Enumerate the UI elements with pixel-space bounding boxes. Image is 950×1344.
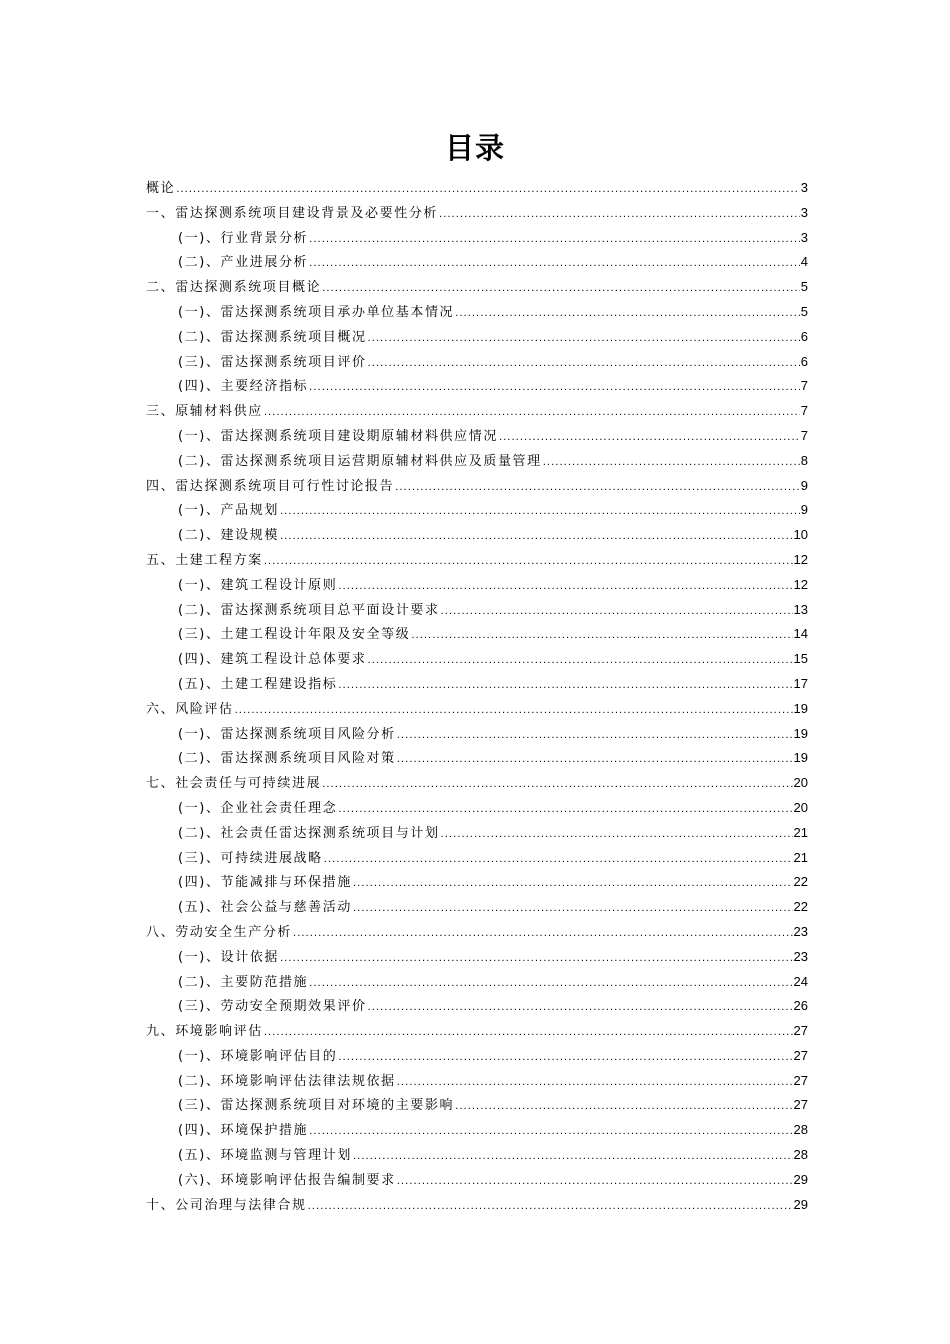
toc-section-entry[interactable] <box>146 201 808 226</box>
toc-page-number: 24 <box>793 973 808 989</box>
toc-page-number: 10 <box>793 527 808 543</box>
toc-subsection-entry[interactable] <box>146 1118 808 1143</box>
toc-section-entry[interactable] <box>146 176 808 201</box>
toc-entry-title: 九、环境影响评估 <box>146 1024 263 1040</box>
toc-subsection-entry[interactable] <box>146 870 808 895</box>
toc-title: 目录 <box>444 131 505 165</box>
toc-entry-title: (五)、社会公益与慈善活动 <box>178 900 352 916</box>
toc-dot-leader <box>264 1021 793 1046</box>
toc-page-number: 6 <box>800 353 808 369</box>
toc-subsection-entry[interactable] <box>146 1168 808 1193</box>
toc-subsection-entry[interactable] <box>146 722 808 747</box>
toc-dot-leader <box>411 624 792 649</box>
toc-entry-title: (四)、节能减排与环保措施 <box>178 875 352 891</box>
toc-dot-leader <box>397 748 793 773</box>
toc-dot-leader <box>397 1170 793 1195</box>
toc-page-number: 21 <box>793 849 808 865</box>
toc-subsection-entry[interactable] <box>146 672 808 697</box>
toc-entry-title: (三)、可持续进展战略 <box>178 850 323 866</box>
toc-dot-leader <box>397 1071 793 1096</box>
toc-section-entry[interactable] <box>146 697 808 722</box>
toc-page-number: 15 <box>793 651 808 667</box>
toc-entry-title: 三、原辅材料供应 <box>146 404 263 420</box>
toc-subsection-entry[interactable] <box>146 821 808 846</box>
toc-dot-leader <box>235 699 793 724</box>
toc-page-number: 3 <box>800 180 808 195</box>
toc-entry-title: (五)、土建工程建设指标 <box>178 676 338 692</box>
toc-page-number: 4 <box>800 254 808 270</box>
toc-dot-leader <box>368 996 793 1021</box>
toc-page-number: 9 <box>800 502 808 518</box>
toc-page-number: 3 <box>800 204 808 220</box>
toc-page-number: 22 <box>793 899 808 915</box>
toc-entry-title: (三)、土建工程设计年限及安全等级 <box>178 627 411 643</box>
toc-subsection-entry[interactable] <box>146 647 808 672</box>
toc-entry-title: 十、公司治理与法律合规 <box>146 1197 307 1213</box>
toc-page-number: 29 <box>793 1171 808 1187</box>
toc-subsection-entry[interactable] <box>146 350 808 375</box>
toc-page-number: 27 <box>793 1097 808 1113</box>
toc-subsection-entry[interactable] <box>146 300 808 325</box>
toc-page-number: 17 <box>793 675 808 691</box>
toc-entry-title: (二)、产业进展分析 <box>178 255 309 271</box>
toc-page-number: 27 <box>793 1072 808 1088</box>
toc-dot-leader <box>543 451 800 476</box>
toc-section-entry[interactable] <box>146 399 808 424</box>
toc-page-number: 23 <box>793 948 808 964</box>
toc-page-number: 26 <box>793 998 808 1014</box>
toc-entry-title: 二、雷达探测系统项目概论 <box>146 280 322 296</box>
toc-dot-leader <box>338 798 792 823</box>
toc-page-number: 13 <box>793 601 808 617</box>
toc-dot-leader <box>280 500 800 525</box>
toc-entry-title: (一)、雷达探测系统项目建设期原辅材料供应情况 <box>178 428 498 444</box>
toc-page-number: 5 <box>800 303 808 319</box>
toc-entry-title: (一)、设计依据 <box>178 949 279 965</box>
toc-page-number: 5 <box>800 279 808 295</box>
toc-subsection-entry[interactable] <box>146 598 808 623</box>
toc-page-number: 12 <box>793 551 808 567</box>
toc-page-number: 20 <box>793 775 808 791</box>
toc-section-entry[interactable] <box>146 771 808 796</box>
toc-entry-title: (三)、雷达探测系统项目对环境的主要影响 <box>178 1098 455 1114</box>
toc-dot-leader <box>293 922 793 947</box>
toc-subsection-entry[interactable] <box>146 796 808 821</box>
toc-entry-title: 四、雷达探测系统项目可行性讨论报告 <box>146 478 395 494</box>
toc-entry-title: (二)、雷达探测系统项目总平面设计要求 <box>178 602 440 618</box>
toc-dot-leader <box>338 674 792 699</box>
toc-dot-leader <box>338 575 792 600</box>
toc-entry-title: (一)、环境影响评估目的 <box>178 1048 338 1064</box>
toc-subsection-entry[interactable] <box>146 573 808 598</box>
toc-page-number: 19 <box>793 725 808 741</box>
toc-entry-title: 概论 <box>146 181 176 196</box>
toc-dot-leader <box>441 600 793 625</box>
toc-subsection-entry[interactable] <box>146 1093 808 1118</box>
toc-dot-leader <box>309 228 800 253</box>
toc-entry-title: (二)、雷达探测系统项目运营期原辅材料供应及质量管理 <box>178 453 542 469</box>
toc-entry-title: (三)、劳动安全预期效果评价 <box>178 999 367 1015</box>
toc-dot-leader <box>455 1095 792 1120</box>
toc-subsection-entry[interactable] <box>146 226 808 251</box>
toc-dot-leader <box>309 972 792 997</box>
toc-subsection-entry[interactable] <box>146 1069 808 1094</box>
toc-section-entry[interactable] <box>146 1019 808 1044</box>
toc-page-number: 7 <box>800 403 808 419</box>
toc-entry-title: (一)、建筑工程设计原则 <box>178 577 338 593</box>
toc-dot-leader <box>322 277 800 302</box>
toc-dot-leader <box>322 773 792 798</box>
toc-dot-leader <box>309 1120 792 1145</box>
toc-subsection-entry[interactable] <box>146 622 808 647</box>
toc-dot-leader <box>395 476 800 501</box>
toc-page-number: 14 <box>793 626 808 642</box>
toc-page-number: 20 <box>793 799 808 815</box>
toc-dot-leader <box>264 550 793 575</box>
toc-subsection-entry[interactable] <box>146 746 808 771</box>
toc-dot-leader <box>439 203 800 228</box>
toc-dot-leader <box>353 872 793 897</box>
toc-entry-title: 一、雷达探测系统项目建设背景及必要性分析 <box>146 205 439 221</box>
toc-page-number: 27 <box>793 1047 808 1063</box>
toc-page-number: 19 <box>793 750 808 766</box>
toc-dot-leader <box>368 352 800 377</box>
toc-page-number: 3 <box>800 229 808 245</box>
toc-entry-title: (一)、企业社会责任理念 <box>178 800 338 816</box>
toc-subsection-entry[interactable] <box>146 250 808 275</box>
toc-dot-leader <box>397 724 793 749</box>
toc-page-number: 21 <box>793 824 808 840</box>
toc-dot-leader <box>176 178 800 203</box>
toc-entry-title: (二)、主要防范措施 <box>178 974 309 990</box>
toc-dot-leader <box>368 649 793 674</box>
toc-page-number: 27 <box>793 1023 808 1039</box>
toc-section-entry[interactable] <box>146 275 808 300</box>
toc-section-entry[interactable] <box>146 548 808 573</box>
toc-entry-title: (一)、雷达探测系统项目承办单位基本情况 <box>178 304 455 320</box>
toc-entry-title: 八、劳动安全生产分析 <box>146 924 293 940</box>
toc-subsection-entry[interactable] <box>146 846 808 871</box>
toc-subsection-entry[interactable] <box>146 945 808 970</box>
toc-dot-leader <box>309 252 800 277</box>
toc-entry-title: (二)、建设规模 <box>178 528 279 544</box>
toc-page-number: 28 <box>793 1122 808 1138</box>
toc-entry-title: 六、风险评估 <box>146 701 234 717</box>
toc-entry-title: (四)、环境保护措施 <box>178 1123 309 1139</box>
table-of-contents <box>146 176 808 1217</box>
toc-entry-title: (一)、产品规划 <box>178 503 279 519</box>
toc-entry-title: (二)、社会责任雷达探测系统项目与计划 <box>178 825 440 841</box>
toc-dot-leader <box>338 1046 792 1071</box>
toc-page-number: 12 <box>793 576 808 592</box>
toc-page-number: 8 <box>800 452 808 468</box>
toc-entry-title: (一)、行业背景分析 <box>178 230 309 246</box>
toc-dot-leader <box>353 897 793 922</box>
toc-subsection-entry[interactable] <box>146 523 808 548</box>
toc-entry-title: (二)、环境影响评估法律法规依据 <box>178 1073 396 1089</box>
toc-page-number: 7 <box>800 427 808 443</box>
toc-subsection-entry[interactable] <box>146 1143 808 1168</box>
toc-subsection-entry[interactable] <box>146 994 808 1019</box>
toc-entry-title: (六)、环境影响评估报告编制要求 <box>178 1172 396 1188</box>
toc-entry-title: (一)、雷达探测系统项目风险分析 <box>178 726 396 742</box>
toc-subsection-entry[interactable] <box>146 449 808 474</box>
toc-subsection-entry[interactable] <box>146 970 808 995</box>
toc-dot-leader <box>264 401 800 426</box>
toc-page-number: 28 <box>793 1147 808 1163</box>
toc-subsection-entry[interactable] <box>146 325 808 350</box>
toc-subsection-entry[interactable] <box>146 498 808 523</box>
toc-subsection-entry[interactable] <box>146 895 808 920</box>
toc-page-number: 19 <box>793 700 808 716</box>
toc-page-number: 29 <box>793 1196 808 1212</box>
toc-subsection-entry[interactable] <box>146 424 808 449</box>
toc-entry-title: (二)、雷达探测系统项目概况 <box>178 329 367 345</box>
toc-page-number: 23 <box>793 923 808 939</box>
toc-entry-title: (三)、雷达探测系统项目评价 <box>178 354 367 370</box>
toc-entry-title: (四)、主要经济指标 <box>178 379 309 395</box>
toc-section-entry[interactable] <box>146 920 808 945</box>
toc-dot-leader <box>499 426 800 451</box>
toc-dot-leader <box>455 302 800 327</box>
toc-dot-leader <box>280 525 793 550</box>
toc-page-number: 9 <box>800 477 808 493</box>
toc-dot-leader <box>353 1145 793 1170</box>
toc-page-number: 22 <box>793 874 808 890</box>
toc-entry-title: (四)、建筑工程设计总体要求 <box>178 652 367 668</box>
toc-entry-title: (二)、雷达探测系统项目风险对策 <box>178 751 396 767</box>
toc-dot-leader <box>308 1195 793 1220</box>
toc-subsection-entry[interactable] <box>146 374 808 399</box>
toc-dot-leader <box>441 823 793 848</box>
toc-page-number: 6 <box>800 328 808 344</box>
toc-dot-leader <box>309 376 800 401</box>
toc-section-entry[interactable] <box>146 474 808 499</box>
toc-subsection-entry[interactable] <box>146 1044 808 1069</box>
toc-page-number: 7 <box>800 378 808 394</box>
toc-section-entry[interactable] <box>146 1193 808 1218</box>
toc-entry-title: 五、土建工程方案 <box>146 552 263 568</box>
toc-dot-leader <box>324 848 793 873</box>
toc-dot-leader <box>280 947 793 972</box>
toc-dot-leader <box>368 327 800 352</box>
toc-entry-title: (五)、环境监测与管理计划 <box>178 1148 352 1164</box>
toc-entry-title: 七、社会责任与可持续进展 <box>146 776 322 792</box>
